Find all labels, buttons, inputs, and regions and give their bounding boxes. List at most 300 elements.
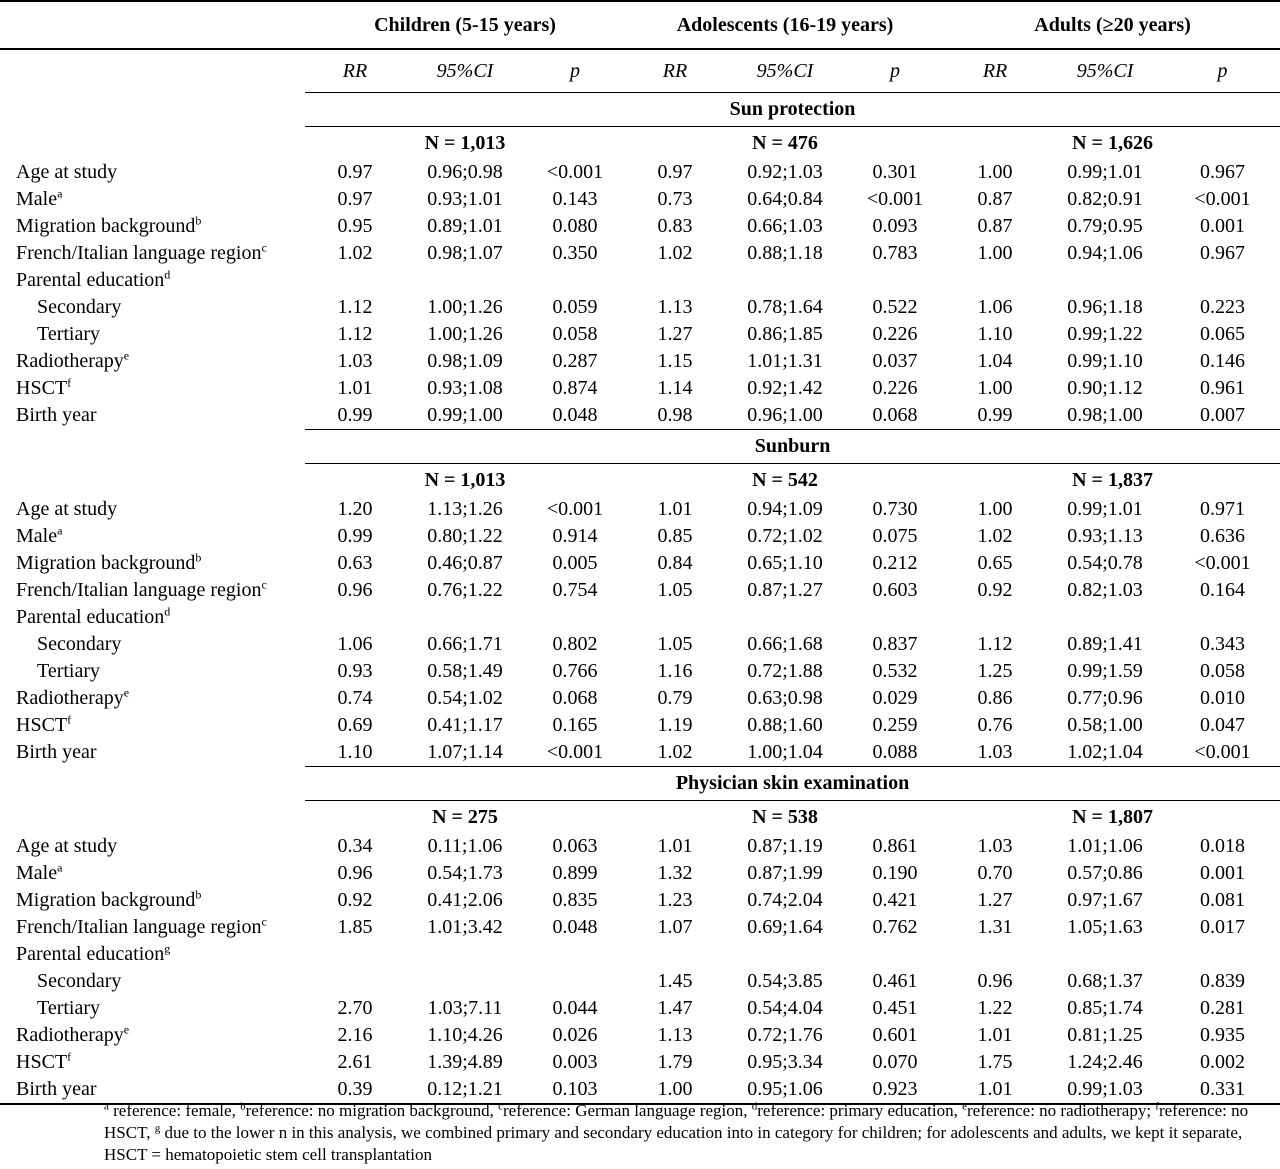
ci-value: 0.41;2.06 <box>427 889 503 911</box>
row-label <box>0 887 305 914</box>
ci-value: 0.96;1.00 <box>747 404 823 426</box>
p-value: 0.802 <box>552 633 598 655</box>
p-value: <0.001 <box>866 188 924 210</box>
p-value: 0.075 <box>872 525 918 547</box>
ci-value: 1.01;3.42 <box>427 916 503 938</box>
table-row <box>0 833 1280 860</box>
table-row <box>0 550 1280 577</box>
rr-value: 0.83 <box>657 215 693 237</box>
ci-value: 0.77;0.96 <box>1067 687 1143 709</box>
p-value: 0.837 <box>872 633 918 655</box>
rr-value: 1.14 <box>657 377 693 399</box>
footnote-marker: g <box>154 1122 161 1135</box>
age-group-header: Children (5-15 years) <box>305 1 625 49</box>
rr-value: 1.04 <box>977 350 1013 372</box>
p-value: 0.754 <box>552 579 598 601</box>
row-label-text: HSCT <box>16 714 68 736</box>
stat-header: p <box>570 60 580 82</box>
ci-value: 1.07;1.14 <box>427 741 503 763</box>
ci-value <box>725 941 845 968</box>
ci-value <box>1045 941 1165 968</box>
p-value: 0.971 <box>1200 498 1246 520</box>
ci-value: 1.13;1.26 <box>427 498 503 520</box>
sample-size: N = 538 <box>752 806 818 828</box>
p-value: 0.143 <box>552 188 598 210</box>
row-label-text: Migration background <box>16 552 196 574</box>
ci-value: 1.05;1.63 <box>1067 916 1143 938</box>
footnote-marker: a <box>57 860 63 875</box>
p-value: 0.005 <box>552 552 598 574</box>
ci-value: 1.00;1.26 <box>427 323 503 345</box>
p-value: 0.281 <box>1200 997 1246 1019</box>
rr-value: 0.84 <box>657 552 693 574</box>
row-label-text: Tertiary <box>37 997 101 1019</box>
section-blank <box>0 767 305 801</box>
row-label-text: French/Italian language region <box>16 242 262 264</box>
row-label-text: Age at study <box>16 498 118 520</box>
ci-value: 1.39;4.89 <box>427 1051 503 1073</box>
row-label-text: Male <box>16 188 58 210</box>
ci-value: 0.11;1.06 <box>427 835 503 857</box>
row-label <box>0 941 305 968</box>
ci-value: 0.92;1.03 <box>747 161 823 183</box>
footnote-marker: f <box>67 1049 72 1064</box>
row-label <box>0 186 305 213</box>
row-label <box>0 213 305 240</box>
stat-header: p <box>1217 60 1228 82</box>
row-label-text: Tertiary <box>37 660 101 682</box>
row-label-text: Secondary <box>37 296 122 318</box>
table-row <box>0 321 1280 348</box>
p-value <box>845 604 945 631</box>
ci-value: 1.02;1.04 <box>1067 741 1143 763</box>
footnote-marker: a <box>104 1100 109 1113</box>
rr-value: 1.02 <box>657 242 693 264</box>
table-row <box>0 159 1280 186</box>
ci-value: 0.74;2.04 <box>747 889 823 911</box>
sample-size: N = 1,013 <box>424 469 506 491</box>
p-value: 0.029 <box>872 687 918 709</box>
row-label <box>0 712 305 739</box>
p-value: <0.001 <box>546 498 604 520</box>
ci-value: 0.88;1.60 <box>747 714 823 736</box>
table-row <box>0 375 1280 402</box>
ci-value: 0.54;0.78 <box>1067 552 1143 574</box>
sample-size: N = 1,807 <box>1072 806 1153 828</box>
stat-header: 95%CI <box>1076 60 1134 82</box>
p-value: 0.081 <box>1200 889 1246 911</box>
row-label-text: Parental education <box>16 943 165 965</box>
rr-value: 1.23 <box>657 889 693 911</box>
section-header-row <box>0 430 1280 464</box>
p-value: 0.899 <box>552 862 598 884</box>
p-value: 0.059 <box>552 296 598 318</box>
footnote-text: reference: female, <box>108 1101 241 1120</box>
ci-value: 0.99;1.01 <box>1067 161 1143 183</box>
p-value: 0.636 <box>1200 525 1246 547</box>
ci-value: 0.66;1.71 <box>427 633 503 655</box>
rr-value: 1.05 <box>657 579 693 601</box>
rr-value: 0.85 <box>657 525 693 547</box>
ci-value: 0.98;1.09 <box>427 350 503 372</box>
row-label <box>0 267 305 294</box>
ci-value: 0.54;3.85 <box>747 970 823 992</box>
rr-value: 0.76 <box>977 714 1013 736</box>
ci-value: 0.94;1.06 <box>1067 242 1143 264</box>
footnote-marker: f <box>1155 1100 1159 1113</box>
ci-value: 0.76;1.22 <box>427 579 503 601</box>
p-value: <0.001 <box>546 741 604 763</box>
p-value: 0.861 <box>872 835 918 857</box>
ci-value: 0.99;1.22 <box>1067 323 1143 345</box>
section-title: Sunburn <box>305 430 1280 464</box>
table-row <box>0 294 1280 321</box>
footnote-text: reference: German language region, <box>503 1101 752 1120</box>
age-group-header: Adults (≥20 years) <box>945 1 1280 49</box>
p-value: 0.103 <box>525 1076 625 1104</box>
ci-value: 0.87;1.27 <box>747 579 823 601</box>
p-value: 0.914 <box>552 525 598 547</box>
p-value: 0.164 <box>1200 579 1246 601</box>
rr-value: 0.97 <box>657 161 693 183</box>
ci-value: 0.65;1.10 <box>747 552 823 574</box>
rr-value <box>305 267 405 294</box>
rr-value: 1.01 <box>945 1076 1045 1104</box>
ci-value: 0.98;1.07 <box>427 242 503 264</box>
rr-value: 2.61 <box>337 1051 373 1073</box>
rr-value: 1.79 <box>657 1051 693 1073</box>
footnote-marker: c <box>261 240 267 255</box>
ci-value: 1.10;4.26 <box>427 1024 503 1046</box>
p-value: 0.967 <box>1200 161 1246 183</box>
p-value: 0.080 <box>552 215 598 237</box>
row-label <box>0 658 305 685</box>
ci-value <box>725 604 845 631</box>
row-label <box>0 833 305 860</box>
p-value: 0.047 <box>1200 714 1246 736</box>
sample-size: N = 275 <box>432 806 498 828</box>
table-row <box>0 995 1280 1022</box>
stat-header: RR <box>662 60 688 82</box>
rr-value: 1.13 <box>657 296 693 318</box>
row-label-text: Migration background <box>16 889 196 911</box>
rr-value: 1.13 <box>657 1024 693 1046</box>
rr-value: 1.00 <box>977 377 1013 399</box>
rr-value: 1.03 <box>337 350 373 372</box>
table-row <box>0 240 1280 267</box>
ci-value: 0.93;1.13 <box>1067 525 1143 547</box>
p-value: 0.451 <box>872 997 918 1019</box>
table-row <box>0 1049 1280 1076</box>
ci-value: 1.01;1.06 <box>1067 835 1143 857</box>
p-value: 0.146 <box>1200 350 1246 372</box>
stat-header: RR <box>342 60 368 82</box>
ci-value: 0.68;1.37 <box>1067 970 1143 992</box>
p-value: 0.002 <box>1200 1051 1246 1073</box>
ci-value: 0.97;1.67 <box>1067 889 1143 911</box>
footnote-marker: b <box>240 1100 246 1113</box>
ci-value: 0.63;0.98 <box>747 687 823 709</box>
p-value: 0.226 <box>872 323 918 345</box>
p-value: 0.421 <box>872 889 918 911</box>
rr-value: 1.75 <box>977 1051 1013 1073</box>
p-value: 0.923 <box>845 1076 945 1104</box>
ci-value: 0.88;1.18 <box>747 242 823 264</box>
rr-value <box>305 604 405 631</box>
stat-header: 95%CI <box>436 60 494 82</box>
p-value: <0.001 <box>546 161 604 183</box>
rr-value: 0.92 <box>977 579 1013 601</box>
p-value: 0.058 <box>1200 660 1246 682</box>
sample-size: N = 1,013 <box>424 132 506 154</box>
footnote-marker: e <box>123 1022 130 1037</box>
ci-value: 0.54;1.73 <box>427 862 503 884</box>
ci-value: 1.00;1.26 <box>427 296 503 318</box>
row-label <box>0 631 305 658</box>
ci-value: 0.87;1.99 <box>747 862 823 884</box>
ci-value: 0.86;1.85 <box>747 323 823 345</box>
sample-size-row <box>0 127 1280 160</box>
ci-value: 0.93;1.01 <box>427 188 503 210</box>
row-label-text: Migration background <box>16 215 196 237</box>
row-label <box>0 159 305 186</box>
table-row <box>0 267 1280 294</box>
rr-value: 1.05 <box>657 633 693 655</box>
row-label <box>0 523 305 550</box>
rr-value: 0.95 <box>337 215 373 237</box>
p-value: 0.001 <box>1200 215 1246 237</box>
p-value: 0.093 <box>872 215 918 237</box>
rr-value: 1.31 <box>977 916 1013 938</box>
footnote-marker: d <box>164 604 171 619</box>
rr-value: 1.03 <box>977 741 1013 763</box>
row-label-text: Secondary <box>37 970 122 992</box>
section-title: Physician skin examination <box>305 767 1280 801</box>
p-value: 0.603 <box>872 579 918 601</box>
footnote-text: reference: primary education, <box>757 1101 963 1120</box>
rr-value: 1.06 <box>337 633 373 655</box>
ci-value: 0.99;1.00 <box>427 404 503 426</box>
rr-value <box>625 941 725 968</box>
table-row <box>0 658 1280 685</box>
table-row <box>0 941 1280 968</box>
table-row <box>0 685 1280 712</box>
p-value: 0.287 <box>552 350 598 372</box>
ci-value: 0.82;1.03 <box>1067 579 1143 601</box>
p-value: 0.961 <box>1200 377 1246 399</box>
rr-value <box>305 968 405 995</box>
rr-value: 1.22 <box>977 997 1013 1019</box>
section-title: Sun protection <box>305 93 1280 127</box>
table-row <box>0 631 1280 658</box>
rr-value: 1.27 <box>977 889 1013 911</box>
ci-value: 0.12;1.21 <box>405 1076 525 1104</box>
ci-value: 0.98;1.00 <box>1067 404 1143 426</box>
ci-value: 1.00;1.04 <box>747 741 823 763</box>
ci-value: 0.69;1.64 <box>747 916 823 938</box>
rr-value: 0.97 <box>337 188 373 210</box>
rr-value: 0.99 <box>337 404 373 426</box>
n-blank <box>0 127 305 160</box>
section-blank <box>0 93 305 127</box>
p-value: 0.331 <box>1165 1076 1280 1104</box>
rr-value: 1.10 <box>337 741 373 763</box>
sample-size-row <box>0 801 1280 834</box>
rr-value: 1.32 <box>657 862 693 884</box>
p-value <box>525 941 625 968</box>
sample-size: N = 1,626 <box>1072 132 1153 154</box>
rr-value: 1.02 <box>657 741 693 763</box>
rr-value: 0.70 <box>977 862 1013 884</box>
rr-value <box>625 267 725 294</box>
footnote-marker: e <box>123 348 130 363</box>
row-label-text: Tertiary <box>37 323 101 345</box>
p-value: 0.350 <box>552 242 598 264</box>
ci-value: 0.99;1.03 <box>1045 1076 1165 1104</box>
rr-value: 0.79 <box>657 687 693 709</box>
ci-value: 1.03;7.11 <box>427 997 503 1019</box>
row-label <box>0 739 305 767</box>
p-value: 0.461 <box>872 970 918 992</box>
table-row <box>0 213 1280 240</box>
ci-value <box>1045 267 1165 294</box>
table-row <box>0 402 1280 430</box>
footnote-text: reference: no migration background, <box>245 1101 499 1120</box>
row-label-text: Birth year <box>16 1078 97 1100</box>
rr-value: 1.85 <box>337 916 373 938</box>
rr-value: 0.92 <box>337 889 373 911</box>
ci-value: 0.99;1.59 <box>1067 660 1143 682</box>
row-label-text: Parental education <box>16 269 165 291</box>
section-header-row <box>0 93 1280 127</box>
p-value <box>525 968 625 995</box>
ci-value <box>405 968 525 995</box>
p-value: 0.835 <box>552 889 598 911</box>
n-blank <box>0 801 305 834</box>
table-row <box>0 523 1280 550</box>
row-label-text: Age at study <box>16 835 118 857</box>
ci-value: 1.01;1.31 <box>747 350 823 372</box>
table-row <box>0 914 1280 941</box>
p-value: 0.048 <box>552 916 598 938</box>
ci-value: 0.58;1.00 <box>1067 714 1143 736</box>
row-label-text: Male <box>16 862 58 884</box>
rr-value: 1.02 <box>337 242 373 264</box>
row-label-text: Parental education <box>16 606 165 628</box>
table-row <box>0 968 1280 995</box>
table-row <box>0 1022 1280 1049</box>
row-label <box>0 375 305 402</box>
p-value: 0.212 <box>872 552 918 574</box>
ci-value: 0.89;1.41 <box>1067 633 1143 655</box>
row-label <box>0 860 305 887</box>
p-value: 0.017 <box>1200 916 1246 938</box>
table-row <box>0 186 1280 213</box>
rr-value: 2.70 <box>337 997 373 1019</box>
row-label-text: French/Italian language region <box>16 916 262 938</box>
row-label-text: Age at study <box>16 161 118 183</box>
table-row <box>0 712 1280 739</box>
row-label <box>0 968 305 995</box>
ci-value: 0.54;4.04 <box>747 997 823 1019</box>
p-value: 0.762 <box>872 916 918 938</box>
ci-value: 0.66;1.68 <box>747 633 823 655</box>
rr-value: 1.25 <box>977 660 1013 682</box>
footnote-marker: e <box>962 1100 967 1113</box>
p-value <box>1165 604 1280 631</box>
rr-value: 1.07 <box>657 916 693 938</box>
rr-value: 0.99 <box>977 404 1013 426</box>
p-value: 0.018 <box>1200 835 1246 857</box>
row-label-text: Secondary <box>37 633 122 655</box>
p-value: 0.343 <box>1200 633 1246 655</box>
ci-value <box>405 941 525 968</box>
rr-value: 1.00 <box>625 1076 725 1104</box>
ci-value: 0.85;1.74 <box>1067 997 1143 1019</box>
rr-value: 0.99 <box>337 525 373 547</box>
rr-value: 1.27 <box>657 323 693 345</box>
rr-value: 1.15 <box>657 350 693 372</box>
p-value: 0.001 <box>1200 862 1246 884</box>
table-row <box>0 739 1280 767</box>
age-group-header-row <box>0 1 1280 49</box>
rr-value: 1.12 <box>977 633 1013 655</box>
rr-value: 1.06 <box>977 296 1013 318</box>
stat-header: RR <box>982 60 1008 82</box>
footnote-text: due to the lower n in this analysis, we combined primary and secondary education into in category for children; for adolescents and adults, we kept it separate, HSCT = hematopoietic stem cell transplantation <box>104 1123 1243 1164</box>
rr-value <box>945 604 1045 631</box>
footnote-text: reference: no radiotherapy; <box>966 1101 1156 1120</box>
p-value <box>525 267 625 294</box>
footnote-marker: a <box>57 186 63 201</box>
footnote-marker: e <box>123 685 130 700</box>
ci-value: 0.90;1.12 <box>1067 377 1143 399</box>
footnote-marker: c <box>261 577 267 592</box>
p-value: 0.874 <box>552 377 598 399</box>
p-value: 0.839 <box>1200 970 1246 992</box>
ci-value: 0.87;1.19 <box>747 835 823 857</box>
footnote-marker: d <box>751 1100 758 1113</box>
row-label <box>0 1049 305 1076</box>
rr-value: 0.97 <box>337 161 373 183</box>
footnote-marker: d <box>164 267 171 282</box>
header-blank <box>0 1 305 49</box>
footnote-text: reference: no HSCT, <box>104 1101 1249 1142</box>
footnote-marker: c <box>261 914 267 929</box>
ci-value: 0.80;1.22 <box>427 525 503 547</box>
footnote-marker: f <box>67 375 72 390</box>
table-footnotes <box>104 1100 1264 1166</box>
rr-value: 0.87 <box>977 215 1013 237</box>
row-label <box>0 577 305 604</box>
p-value: 0.044 <box>552 997 598 1019</box>
rr-value: 1.12 <box>337 323 373 345</box>
p-value: 0.601 <box>872 1024 918 1046</box>
rr-value: 1.02 <box>977 525 1013 547</box>
ci-value: 0.95;3.34 <box>747 1051 823 1073</box>
ci-value <box>405 267 525 294</box>
header-blank <box>0 49 305 93</box>
table-row <box>0 348 1280 375</box>
p-value: 0.226 <box>872 377 918 399</box>
ci-value: 0.64;0.84 <box>747 188 823 210</box>
row-label <box>0 321 305 348</box>
row-label-text: Birth year <box>16 404 97 427</box>
rr-value: 1.19 <box>657 714 693 736</box>
rr-value: 1.03 <box>977 835 1013 857</box>
ci-value: 0.66;1.03 <box>747 215 823 237</box>
footnote-marker: f <box>67 712 72 727</box>
